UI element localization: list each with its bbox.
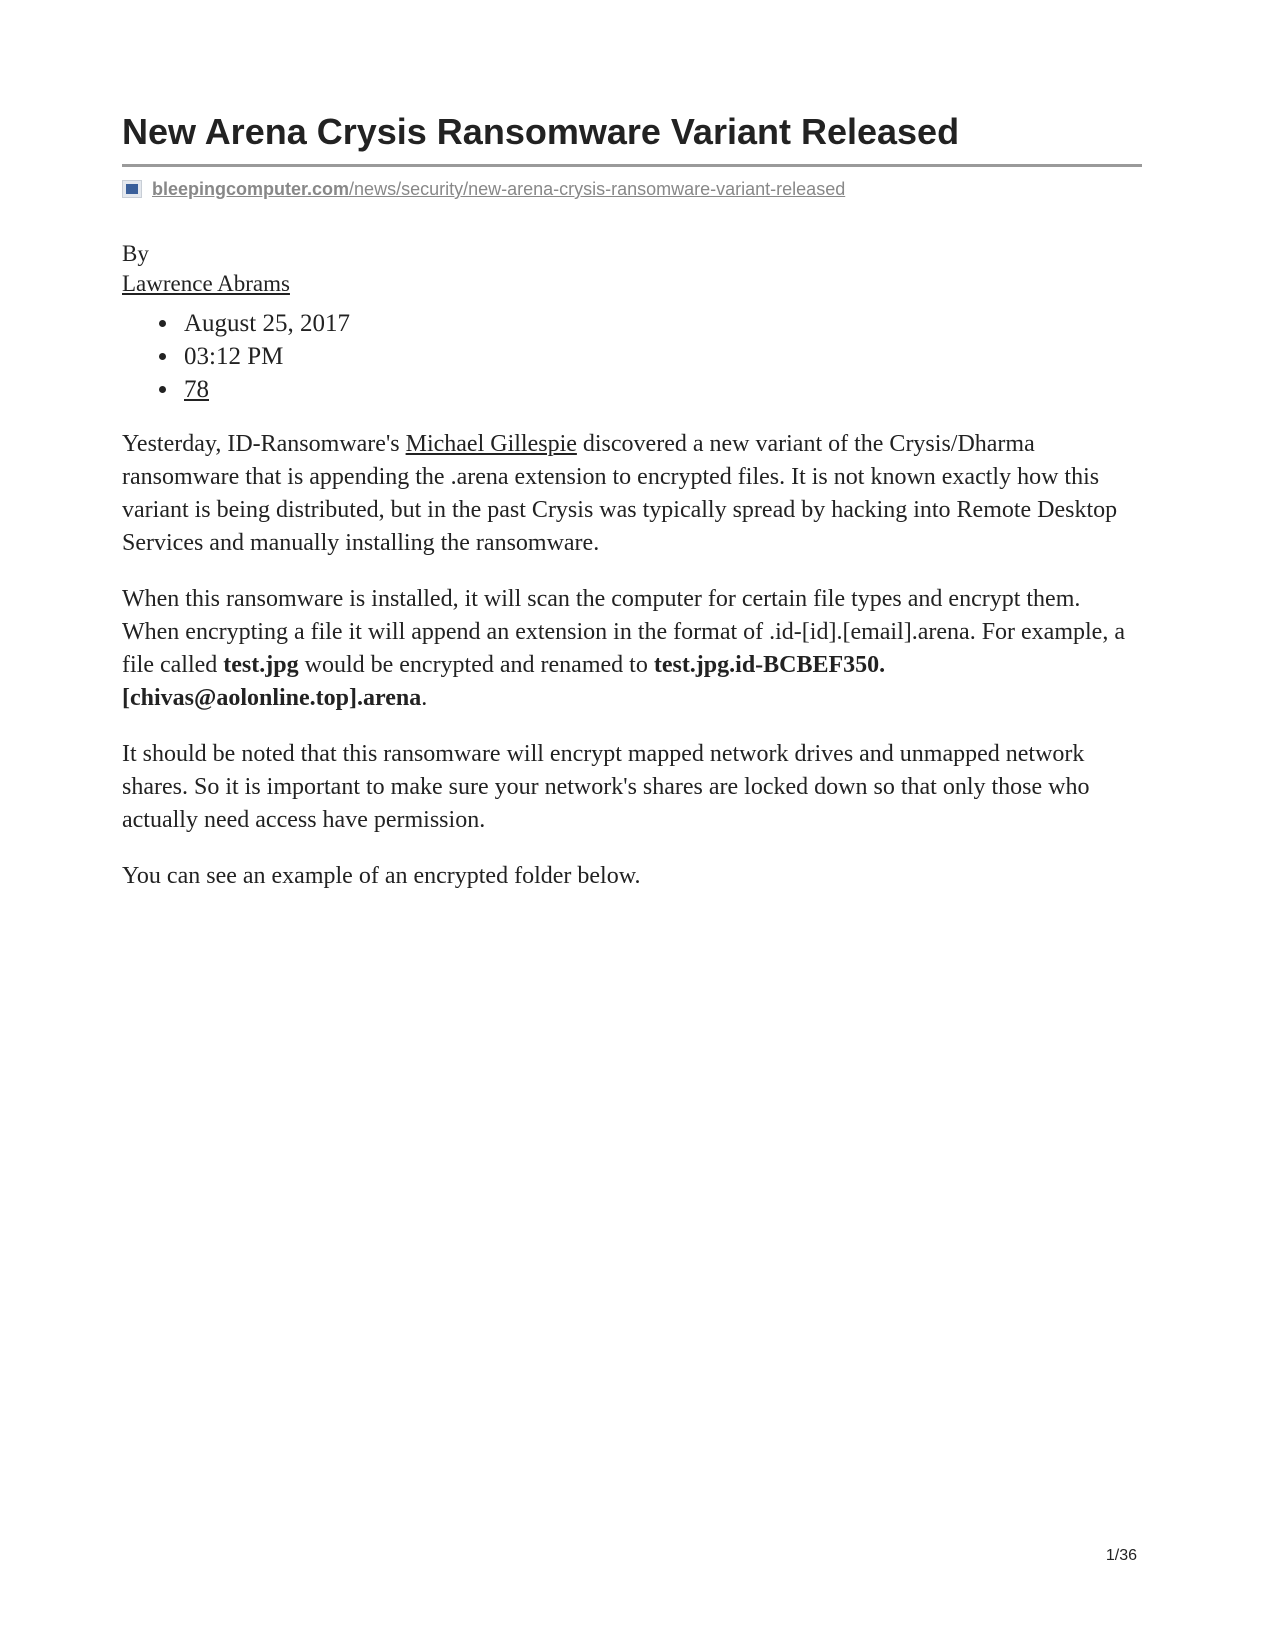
byline — [122, 239, 1142, 299]
page-number: 1/36 — [1105, 1547, 1137, 1564]
by-label: By — [122, 241, 149, 266]
comments-item — [180, 373, 1142, 406]
paragraph-network-shares: It should be noted that this ransomware will encrypt mapped network drives and unmapped network shares. So it is important to make sure your network's shares are locked down so that only those who actually need access have permission. — [122, 741, 1090, 833]
encrypted-filename: test.jpg.id-BCBEF350.[chivas@aolonline.top].arena — [122, 652, 886, 711]
publish-date: • August 25, 2017 — [180, 307, 1142, 340]
article-meta-list — [122, 307, 1142, 406]
site-favicon-icon — [122, 180, 142, 198]
paragraph-intro — [122, 428, 1142, 560]
article — [122, 110, 1142, 893]
article-title: New Arena Crysis Ransomware Variant Released — [122, 110, 1142, 167]
source-line — [122, 177, 1142, 201]
paragraph-text: When this ransomware is installed, it will scan the computer for certain file types and encrypt them. When encrypting a file it will append an extension in the format of .id-[id].[email].arena. For example, a file called — [122, 586, 1125, 678]
paragraph-example: You can see an example of an encrypted folder below. — [122, 863, 641, 889]
author-link[interactable]: Lawrence Abrams — [122, 271, 290, 296]
source-url-link[interactable] — [152, 177, 845, 201]
paragraph-text: would be encrypted and renamed to — [298, 652, 654, 678]
paragraph-text: Yesterday, ID-Ransomware's — [122, 431, 406, 457]
michael-gillespie-link[interactable]: Michael Gillespie — [405, 431, 577, 457]
paragraph-text: discovered a new variant of the Crysis/Dharma ransomware that is appending the .arena extension to encrypted files. It is not known exactly how this variant is being distributed, but in the past Crysis was typically spread by hacking into Remote Desktop Services and manually installing the ransomware. — [122, 431, 1118, 556]
paragraph-text: . — [421, 685, 428, 711]
paragraph-encryption — [122, 583, 1142, 715]
source-domain: bleepingcomputer.com — [152, 179, 350, 199]
comments-count-link[interactable]: 78 — [184, 376, 209, 403]
example-filename: test.jpg — [223, 652, 299, 678]
publish-time: • 03:12 PM — [180, 340, 1142, 373]
source-path: /news/security/new-arena-crysis-ransomware-variant-released — [349, 179, 846, 199]
